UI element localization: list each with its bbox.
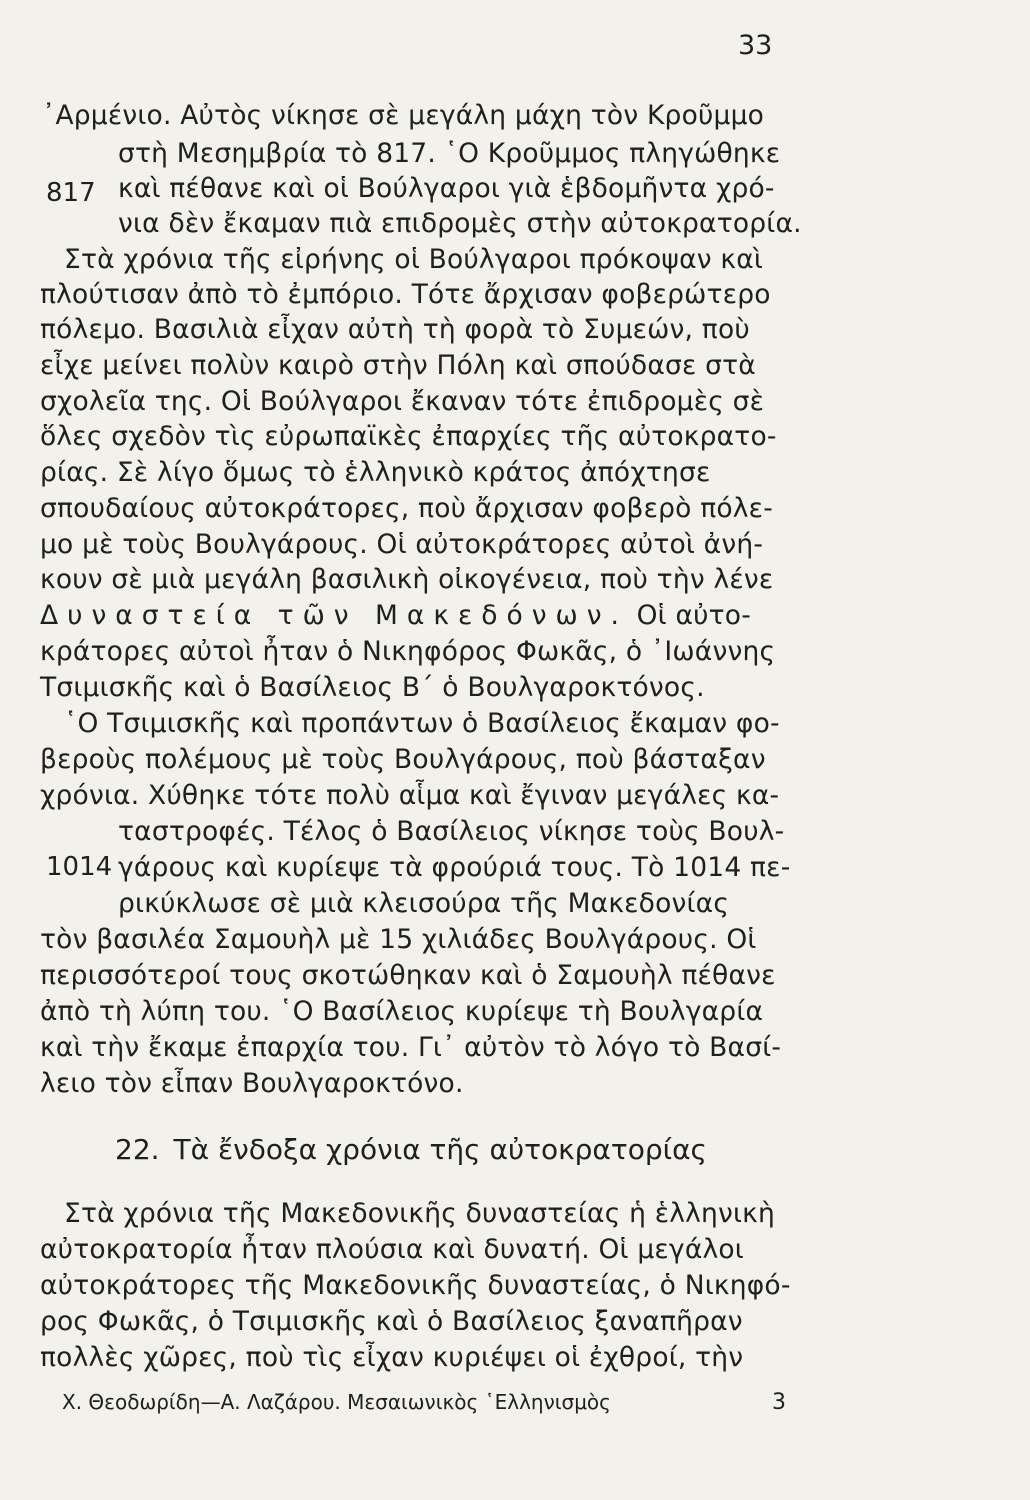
text-line: αὐτοκρατορία ἦταν πλούσια καὶ δυνατή. Οἱ μεγάλοι — [40, 1234, 744, 1265]
footer-book-title: Χ. Θεοδωρίδη—Α. Λαζάρου. Μεσαιωνικὸς ῾Ελληνισμὸς — [62, 1390, 611, 1414]
text-line: τὸν βασιλέα Σαμουὴλ μὲ 15 χιλιάδες Βουλγάρους. Οἱ — [40, 924, 757, 955]
text-line: σπουδαίους αὐτοκράτορες, ποὺ ἄρχισαν φοβερὸ πόλε- — [40, 493, 773, 524]
margin-year-817: 817 — [46, 178, 96, 208]
text-line: γάρους καὶ κυρίεψε τὰ φρούριά τους. Τὸ 1014 πε- — [118, 852, 791, 883]
text-line: καὶ τὴν ἔκαμε ἐπαρχία του. Γι᾿ αὐτὸν τὸ λόγο τὸ Βασί- — [40, 1032, 782, 1063]
text-line: ταστροφές. Τέλος ὁ Βασίλειος νίκησε τοὺς Βουλ- — [118, 816, 785, 847]
text-line: μο μὲ τοὺς Βουλγάρους. Οἱ αὐτοκράτορες αὐτοὶ ἀνή- — [40, 529, 764, 560]
text-line: πλούτισαν ἀπὸ τὸ ἐμπόριο. Τότε ἄρχισαν φοβερώτερο — [40, 279, 771, 310]
text-line: ᾿Αρμένιο. Αὐτὸς νίκησε σὲ μεγάλη μάχη τὸν Κροῦμμο — [42, 100, 765, 131]
dynasty-name: Δυναστεία τῶν Μακεδόνων. — [40, 600, 628, 631]
text-line: αὐτοκράτορες τῆς Μακεδονικῆς δυναστείας, ὁ Νικηφό- — [40, 1270, 791, 1301]
text-line: Στὰ χρόνια τῆς Μακεδονικῆς δυναστείας ἡ ἑλληνικὴ — [64, 1198, 775, 1229]
text-line: βεροὺς πολέμους μὲ τοὺς Βουλγάρους, ποὺ βάσταξαν — [40, 744, 766, 775]
text-line: Τσιμισκῆς καὶ ὁ Βασίλειος Β΄ ὁ Βουλγαροκτόνος. — [40, 672, 705, 703]
section-title: Τὰ ἔνδοξα χρόνια τῆς αὐτοκρατορίας — [173, 1133, 707, 1166]
text-line: ῾Ο Τσιμισκῆς καὶ προπάντων ὁ Βασίλειος ἔκαμαν φο- — [64, 708, 780, 739]
text-line: Στὰ χρόνια τῆς εἰρήνης οἱ Βούλγαροι πρόκοψαν καὶ — [64, 244, 764, 275]
text-line: καὶ πέθανε καὶ οἱ Βούλγαροι γιὰ ἑβδομῆντα χρό- — [118, 173, 775, 204]
text-line: κουν σὲ μιὰ μεγάλη βασιλικὴ οἰκογένεια, ποὺ τὴν λένε — [40, 564, 774, 595]
text-line: πόλεμο. Βασιλιὰ εἶχαν αὐτὴ τὴ φορὰ τὸ Συμεών, ποὺ — [40, 314, 750, 345]
section-number: 22. — [115, 1133, 160, 1166]
text-line: χρόνια. Χύθηκε τότε πολὺ αἷμα καὶ ἔγιναν μεγάλες κα- — [40, 780, 780, 811]
text-line: εἶχε μείνει πολὺν καιρὸ στὴν Πόλη καὶ σπούδασε στὰ — [40, 350, 756, 381]
text-line: στὴ Μεσημβρία τὸ 817. ῾Ο Κροῦμμος πληγώθηκε — [118, 138, 781, 169]
text-line: ρίας. Σὲ λίγο ὅμως τὸ ἑλληνικὸ κράτος ἀπόχτησε — [40, 457, 711, 488]
page-number: 33 — [738, 30, 773, 61]
text-line: σχολεῖα της. Οἱ Βούλγαροι ἔκαναν τότε ἐπιδρομὲς σὲ — [40, 386, 765, 417]
text-line: νια δὲν ἔκαμαν πιὰ επιδρομὲς στὴν αὐτοκρατορία. — [118, 208, 802, 239]
text-line: πολλὲς χῶρες, ποὺ τὶς εἶχαν κυριέψει οἱ ἐχθροί, τὴν — [40, 1342, 744, 1373]
section-heading — [115, 1133, 707, 1166]
footer-signature-mark: 3 — [772, 1390, 786, 1415]
text-line: λειο τὸν εἶπαν Βουλγαροκτόνο. — [40, 1068, 464, 1099]
text-line: περισσότεροί τους σκοτώθηκαν καὶ ὁ Σαμουὴλ πέθανε — [40, 960, 776, 991]
text-line: ὅλες σχεδὸν τὶς εὐρωπαϊκὲς ἐπαρχίες τῆς αὐτοκρατο- — [40, 421, 777, 452]
dynasty-line-tail: Οἱ αὐτο- — [627, 600, 751, 631]
text-line: κράτορες αὐτοὶ ἦταν ὁ Νικηφόρος Φωκᾶς, ὁ ᾿Ιωάννης — [40, 636, 776, 667]
margin-year-1014: 1014 — [46, 852, 113, 882]
text-line: ρικύκλωσε σὲ μιὰ κλεισούρα τῆς Μακεδονίας — [118, 888, 730, 919]
text-line: ρος Φωκᾶς, ὁ Τσιμισκῆς καὶ ὁ Βασίλειος ξαναπῆραν — [40, 1306, 743, 1337]
text-line: ἀπὸ τὴ λύπη του. ῾Ο Βασίλειος κυρίεψε τὴ Βουλγαρία — [40, 996, 764, 1027]
dynasty-line — [40, 600, 751, 631]
